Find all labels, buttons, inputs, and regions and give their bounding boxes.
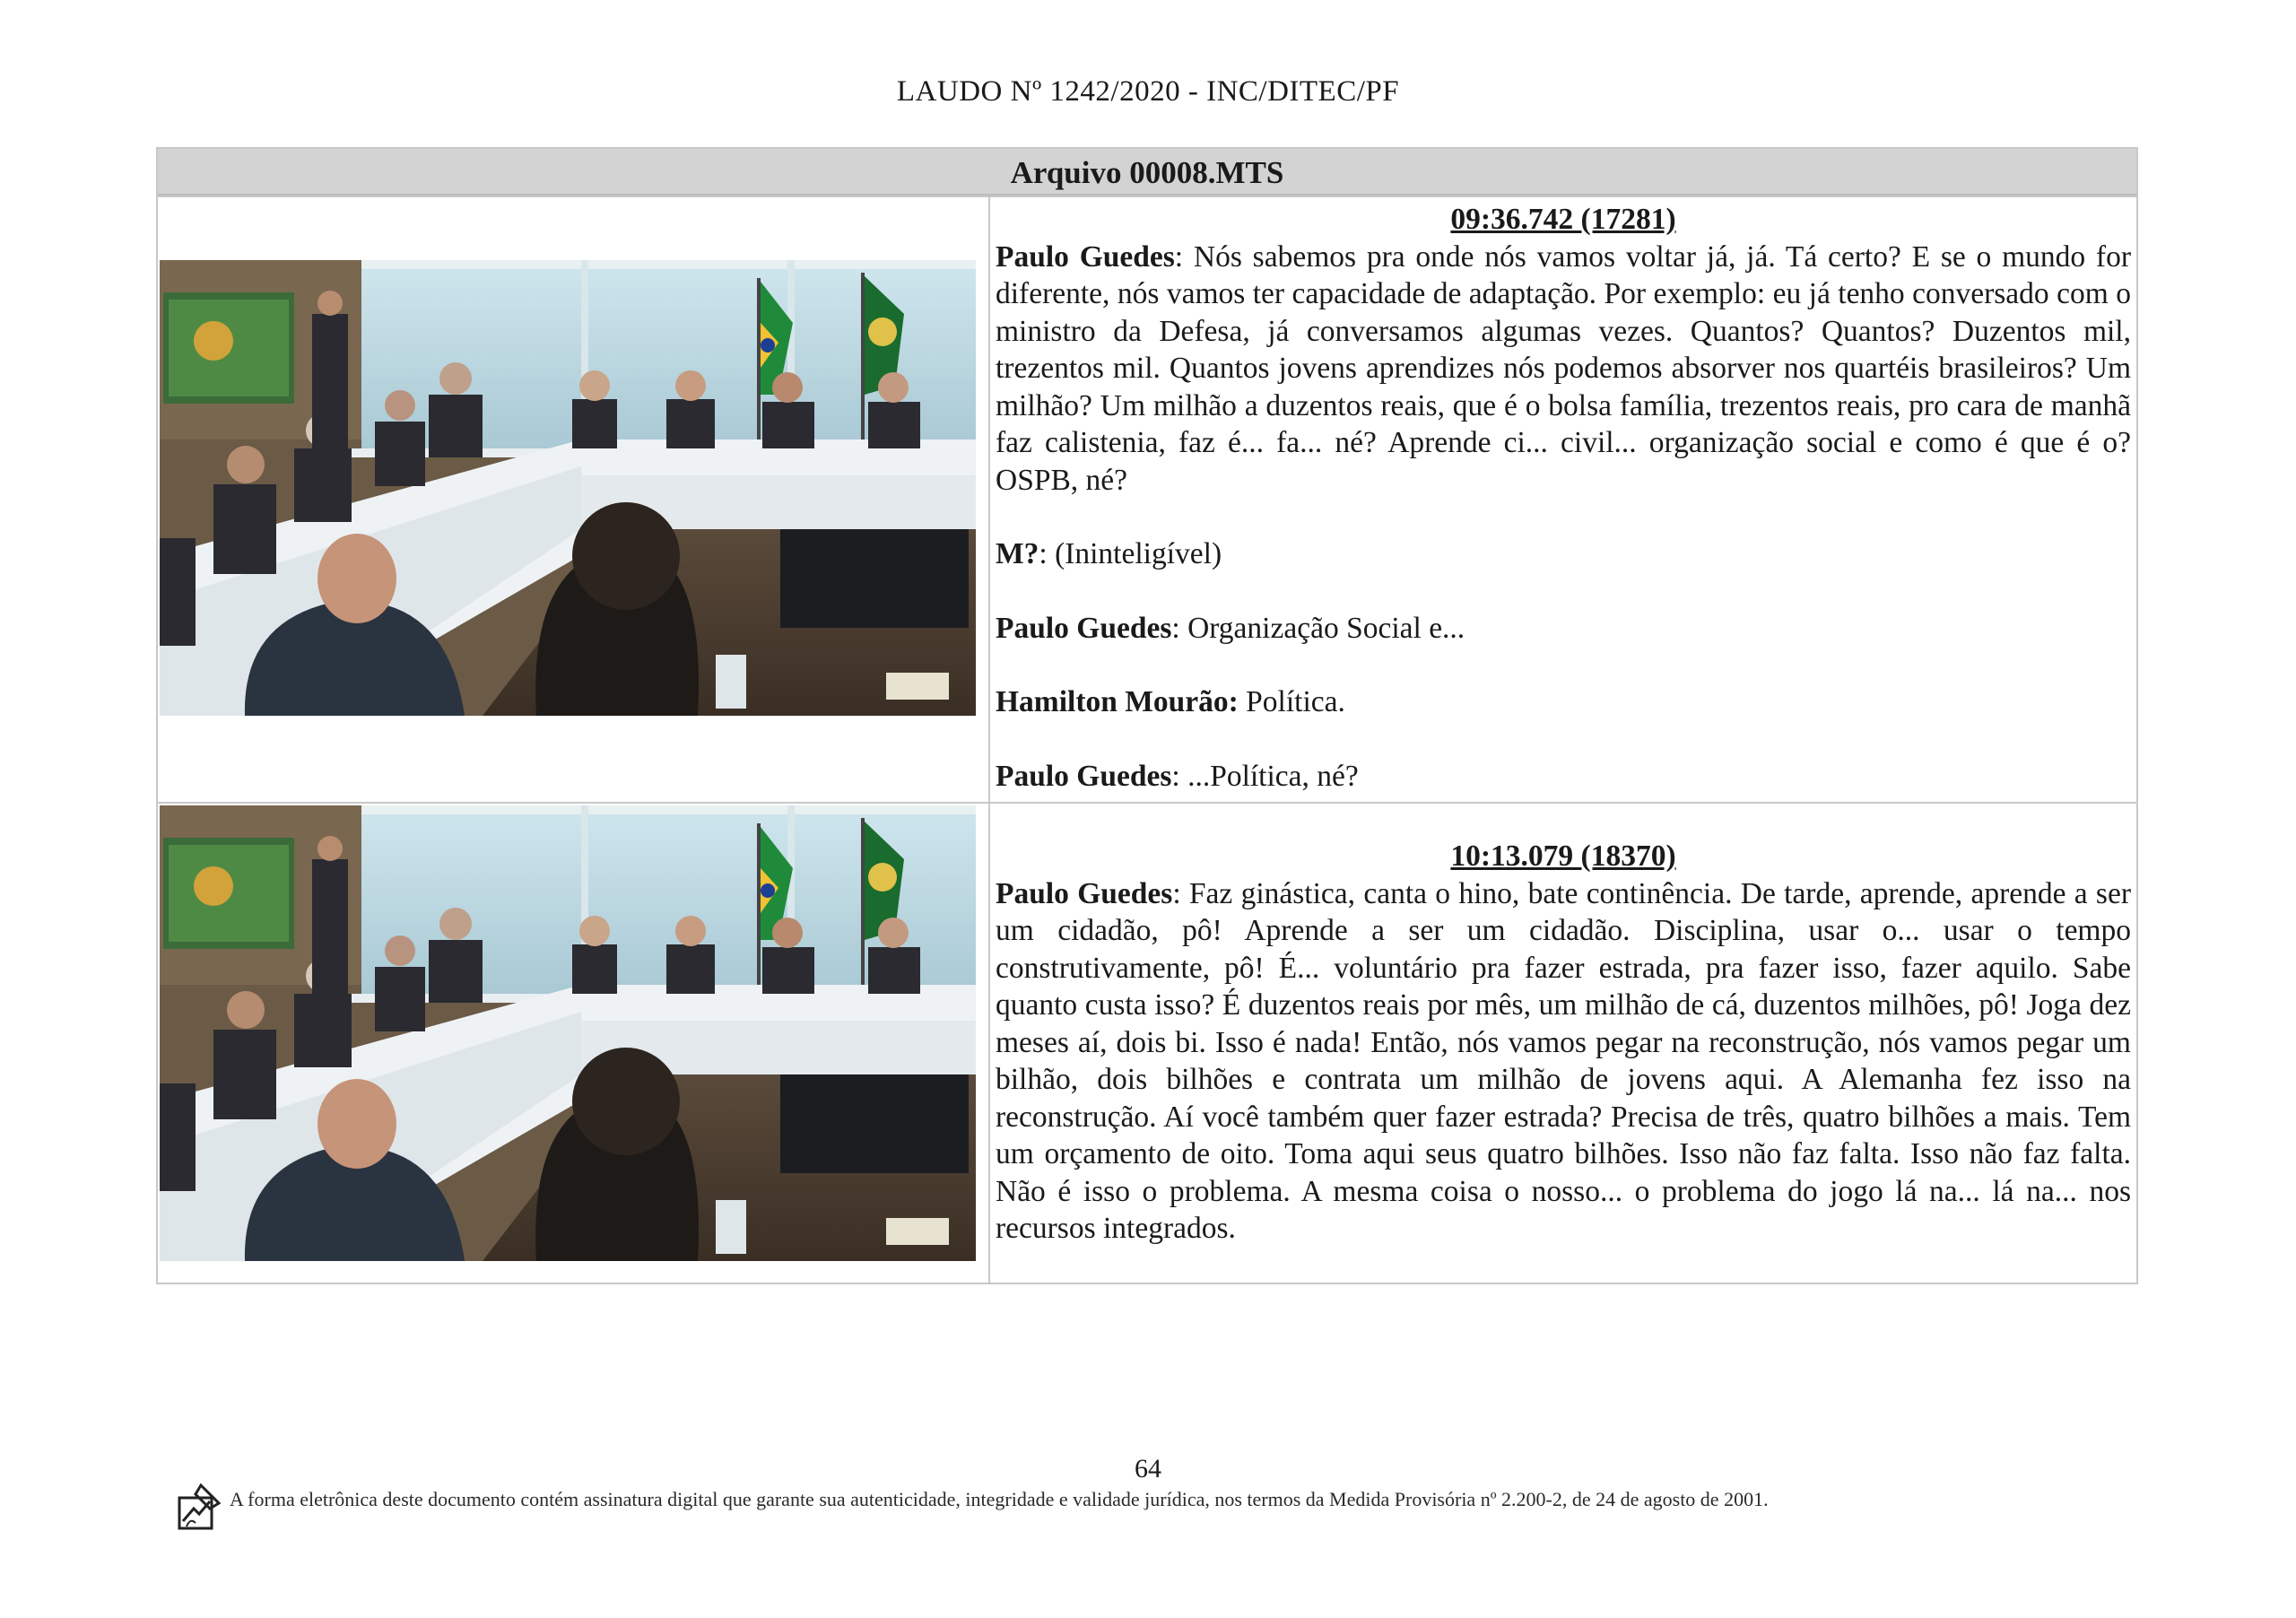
speaker-name: Paulo Guedes bbox=[996, 239, 1175, 274]
meeting-photo-icon bbox=[160, 805, 976, 1261]
speaker-name: M? bbox=[996, 537, 1039, 570]
footer-text: A forma eletrônica deste documento contém assinatura digital que garante sua autenticidade, integridade e validade jurídica, nos termos da Medida Provisória nº 2.200-2, de 24 de agosto de 2001. bbox=[230, 1488, 1769, 1510]
transcript-entry bbox=[996, 683, 2131, 721]
speech-text: Política. bbox=[1238, 685, 1345, 718]
document-header: LAUDO Nº 1242/2020 - INC/DITEC/PF bbox=[896, 75, 1400, 108]
transcript-entry: Paulo Guedes: ...Política, né? bbox=[996, 759, 1359, 793]
transcript-row bbox=[158, 196, 2136, 802]
speaker-name: Paulo Guedes bbox=[996, 611, 1172, 645]
digital-signature-icon bbox=[174, 1482, 222, 1534]
file-title: Arquivo 00008.MTS bbox=[158, 149, 2136, 196]
timestamp: 10:13.079 (18370) bbox=[1450, 839, 1676, 873]
speaker-name: Paulo Guedes bbox=[996, 759, 1172, 793]
speaker-name: Hamilton Mourão: bbox=[996, 685, 1239, 718]
speech-text: ...Política, né? bbox=[1179, 759, 1359, 793]
transcript-text bbox=[990, 197, 2136, 802]
transcript-entry: M?: (Ininteligível) bbox=[996, 537, 1222, 570]
image-cell bbox=[158, 197, 990, 802]
transcript-entry: Paulo Guedes: Nós sabemos pra onde nós vamos voltar já, já. Tá certo? E se o mundo for diferente, nós vamos ter capacidade de adaptação. Por exemplo: eu já tenho conversado com o ministro da Defesa, já conversamos algumas vezes. Quantos? Quantos? Duzentos mil, trezentos mil. Quantos jovens aprendizes nós podemos absorver nos quartéis brasileiros? Um milhão? Um milhão a duzentos reais, que é o bolsa família, trezentos reais, pro cara de manhã faz calistenia, faz é... fa... né? Aprende ci... civil... organização social e como é que é o? OSPB, né? bbox=[996, 239, 2131, 497]
image-cell bbox=[158, 804, 990, 1283]
speaker-name: Paulo Guedes bbox=[996, 876, 1173, 910]
speech-text: Organização Social e... bbox=[1179, 611, 1465, 645]
transcript-text bbox=[990, 804, 2136, 1283]
transcript-table bbox=[156, 147, 2138, 1284]
page-number: 64 bbox=[1135, 1454, 1161, 1483]
transcript-row bbox=[158, 802, 2136, 1283]
timestamp: 09:36.742 (17281) bbox=[1450, 203, 1676, 236]
transcript-entry: Paulo Guedes: Organização Social e... bbox=[996, 611, 1465, 645]
meeting-photo-icon bbox=[160, 260, 976, 716]
speech-text: Nós sabemos pra onde nós vamos voltar já, já. Tá certo? E se o mundo for diferente, nós vamos ter capacidade de adaptação. Por exemplo: eu já tenho conversado com o ministro da Defesa, já conversamos algumas vezes. Quantos? Quantos? Duzentos mil, trezentos mil. Quantos jovens aprendizes nós podemos absorver nos quartéis brasileiros? Um milhão? Um milhão a duzentos reais, que é o bolsa família, trezentos reais, pro cara de manhã faz calistenia, faz é... fa... né? Aprende ci... civil... organização social e como é que é o? OSPB, né? bbox=[996, 239, 2131, 497]
speech-text: (Ininteligível) bbox=[1047, 537, 1222, 570]
speech-text: Faz ginástica, canta o hino, bate continência. De tarde, aprende, aprende a ser um cidadão, pô! Aprende a ser um cidadão. Disciplina, usar o... usar o tempo construtivamente, pô! É... voluntário pra fazer estrada, pra fazer isso, fazer aquilo. Sabe quanto custa isso? É duzentos reais por mês, um milhão de cá, duzentos milhões, pô! Joga dez meses aí, dois bi. Isso é nada! Então, nós vamos pegar na reconstrução, nós vamos pegar um bilhão, dois bilhões e contrata um milhão de jovens aqui. A Alemanha fez isso na reconstrução. Aí você também quer fazer estrada? Precisa de três, quatro bilhões a mais. Tem um orçamento de oito. Toma aqui seus quatro bilhões. Isso não faz falta. Isso não faz falta. Não é isso o problema. A mesma coisa o nosso... o problema do jogo lá na... lá na... nos recursos integrados. bbox=[996, 876, 2131, 1245]
footer bbox=[174, 1482, 2138, 1534]
transcript-entry: Paulo Guedes: Faz ginástica, canta o hino, bate continência. De tarde, aprende, aprende a ser um cidadão, pô! Aprende a ser um cidadão. Disciplina, usar o... usar o tempo construtivamente, pô! É... voluntário pra fazer estrada, pra fazer isso, fazer aquilo. Sabe quanto custa isso? É duzentos reais por mês, um milhão de cá, duzentos milhões, pô! Joga dez meses aí, dois bi. Isso é nada! Então, nós vamos pegar na reconstrução, nós vamos pegar um bilhão, dois bilhões e contrata um milhão de jovens aqui. A Alemanha fez isso na reconstrução. Aí você também quer fazer estrada? Precisa de três, quatro bilhões a mais. Tem um orçamento de oito. Toma aqui seus quatro bilhões. Isso não faz falta. Isso não faz falta. Não é isso o problema. A mesma coisa o nosso... o problema do jogo lá na... lá na... nos recursos integrados. bbox=[996, 876, 2131, 1245]
